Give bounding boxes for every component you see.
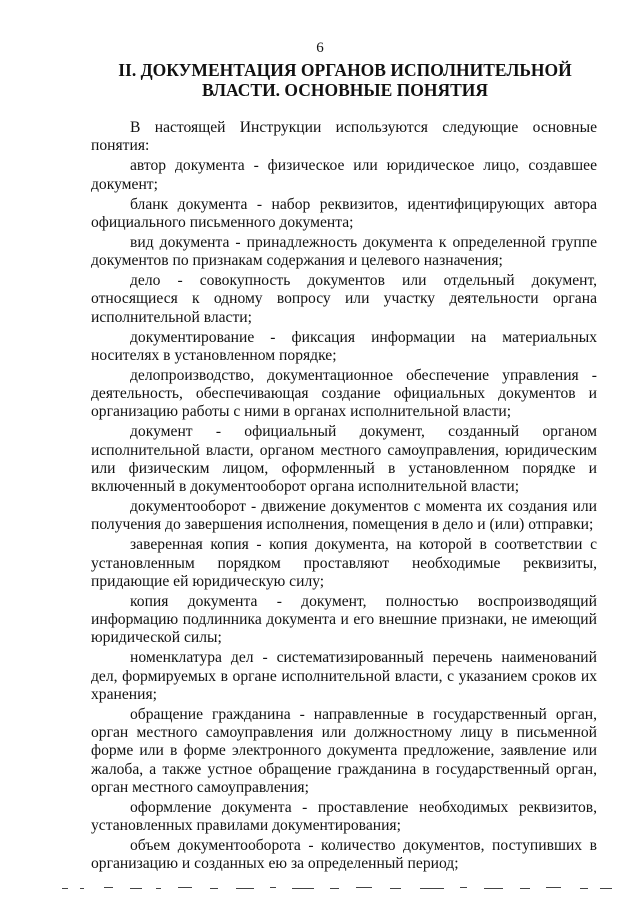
section-heading-line-2: ВЛАСТИ. ОСНОВНЫЕ ПОНЯТИЯ [201,80,489,100]
definition-file-nomenclature: номенклатура дел - систематизированный перечень наименований дел, формируемых в органе исполнительной власти, с указанием сроков их хранения; [91,649,597,703]
definition-file: дело - совокупность документов или отдельный документ, относящиеся к одному вопросу или участку деятельности органа исполнительной власти; [91,272,597,326]
definition-document: документ - официальный документ, созданный органом исполнительной власти, органом местного самоуправления, юридическим или физическим лицом, оформленный в установленном порядке и включенный в документооборот органа исполнительной власти; [91,423,597,496]
definition-letterhead: бланк документа - набор реквизитов, идентифицирующих автора официального письменного документа; [91,195,597,231]
definition-citizen-appeal: обращение гражданина - направленные в государственный орган, орган местного самоуправления или должностному лицу в письменной форме или в форме электронного документа предложение, заявление или жалоба, а также устное обращение гражданина в государственный орган, орган местного самоуправления; [91,705,597,796]
definition-document-type: вид документа - принадлежность документа к определенной группе документов по признакам содержания и целевого назначения; [91,233,597,270]
intro-paragraph: В настоящей Инструкции используются следующие основные понятия: [91,119,597,155]
page-number: 6 [316,40,324,56]
definition-document-flow-volume: объем документооборота - количество документов, поступивших в организацию и созданных ею за определенный период; [91,837,597,873]
section-heading-line-1: II. ДОКУМЕНТАЦИЯ ОРГАНОВ ИСПОЛНИТЕЛЬНОЙ [118,60,572,80]
definition-documenting: документирование - фиксация информации на материальных носителях в установленном порядке; [91,328,597,364]
definition-author: автор документа - физическое или юридическое лицо, создавшее документ; [91,157,597,193]
scan-artifact-line [60,887,620,890]
definition-copy: копия документа - документ, полностью воспроизводящий информацию подлинника документа и его внешние признаки, не имеющий юридической силы; [91,592,597,647]
definition-document-flow: документооборот - движение документов с момента их создания или получения до завершения исполнения, помещения в дело и (или) отправки; [91,498,597,534]
section-heading [90,60,600,100]
body-text [91,119,597,875]
definition-certified-copy: заверенная копия - копия документа, на которой в соответствии с установленным порядком проставляют необходимые реквизиты, придающие ей юридическую силу; [91,536,597,590]
definition-records-management: делопроизводство, документационное обеспечение управления - деятельность, обеспечивающая создание официальных документов и организацию работы с ними в органах исполнительной власти; [91,366,597,421]
definition-document-formatting: оформление документа - проставление необходимых реквизитов, установленных правилами документирования; [91,798,597,835]
